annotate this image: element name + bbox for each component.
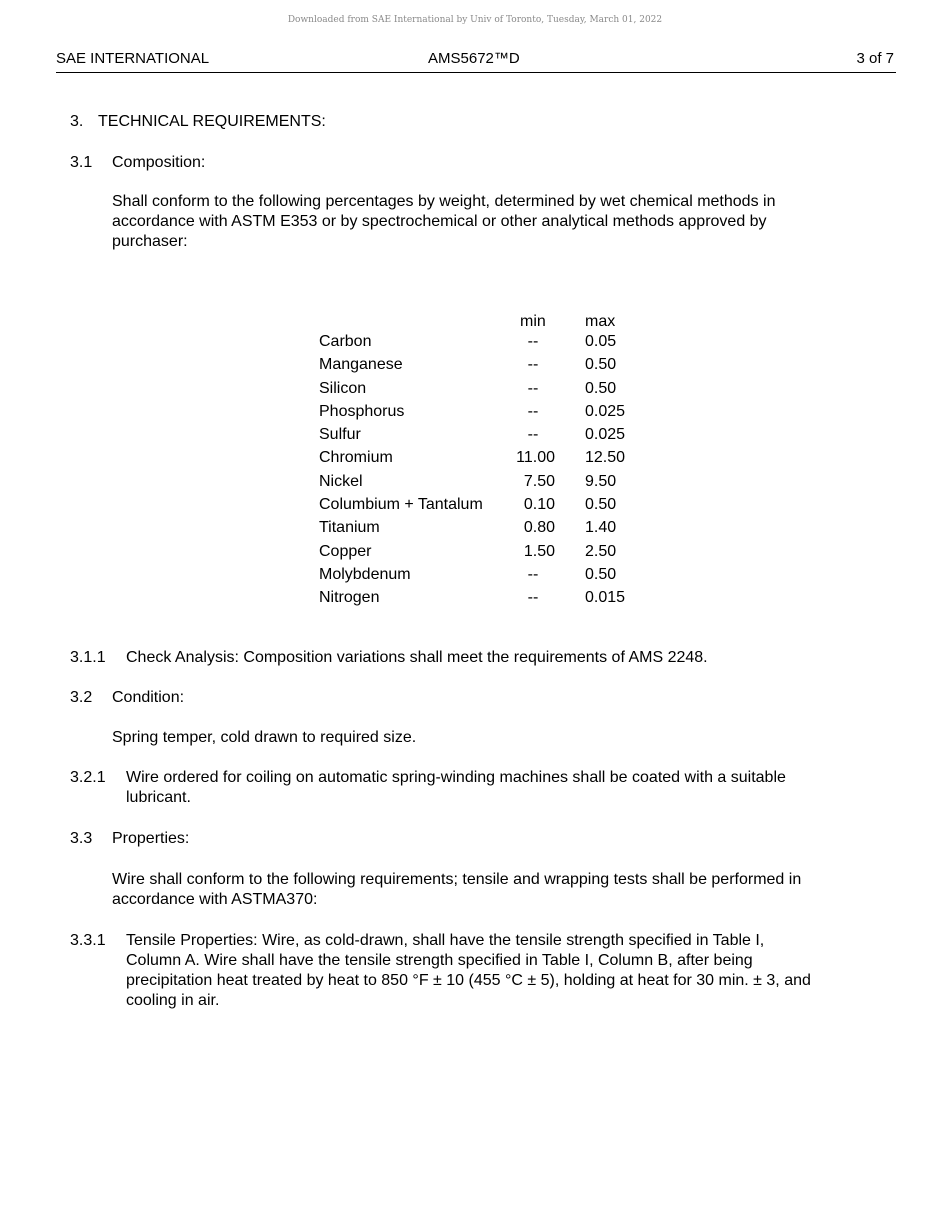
section-3-3-1-number: 3.3.1 [70, 932, 106, 949]
element-name: Carbon [319, 333, 372, 350]
section-3-1-number: 3.1 [70, 154, 93, 171]
element-min-value: -- [527, 589, 539, 607]
element-max-value: 0.05 [585, 333, 617, 350]
section-3-2-1-line: lubricant. [126, 789, 191, 806]
section-3-1-body-line: purchaser: [112, 233, 188, 250]
header-org: SAE INTERNATIONAL [56, 50, 210, 67]
element-min-value: 11.00 [516, 449, 555, 467]
element-min-value: -- [527, 565, 539, 583]
element-max-value: 0.50 [585, 356, 617, 374]
section-3-3-line: accordance with ASTMA370: [112, 891, 318, 908]
element-min-value: 0.10 [523, 496, 555, 514]
element-name: Columbium + Tantalum [319, 496, 483, 514]
element-name: Phosphorus [319, 402, 405, 420]
section-3-1-body [112, 192, 892, 252]
element-min-value: -- [527, 426, 539, 444]
element-name: Silicon [319, 379, 367, 397]
page-header [56, 50, 896, 73]
element-min-value: -- [527, 356, 539, 374]
element-name: Molybdenum [319, 565, 411, 583]
section-3-3-body [112, 870, 902, 910]
download-watermark: Downloaded from SAE International by Univ of Toronto, Tuesday, March 01, 2022 [287, 15, 663, 25]
header-page-number: 3 of 7 [856, 50, 894, 67]
element-min-value: -- [527, 379, 539, 397]
element-min-value: -- [527, 402, 539, 420]
element-max-value: 0.50 [585, 379, 617, 397]
section-3-3-title: Properties: [112, 830, 190, 847]
element-max-value: 1.40 [585, 519, 617, 537]
element-max-value: 0.025 [585, 402, 626, 420]
element-name: Nitrogen [319, 589, 380, 607]
element-max-value: 0.50 [585, 565, 617, 583]
element-name: Manganese [319, 356, 403, 374]
element-name: Copper [319, 542, 372, 560]
section-3-2-body: Spring temper, cold drawn to required size. [112, 729, 417, 746]
section-3-3-number: 3.3 [70, 830, 93, 847]
section-3-3-1-line: Column A. Wire shall have the tensile strength specified in Table I, Column B, after being [126, 952, 753, 969]
section-3-2-1-text [126, 768, 896, 808]
section-3-1-body-line: accordance with ASTM E353 or by spectrochemical or other analytical methods approved by [112, 213, 767, 230]
element-max-value: 0.015 [585, 589, 626, 607]
element-name: Sulfur [319, 426, 361, 444]
section-3-3-1-text [126, 931, 916, 1011]
section-3-3-1-line: precipitation heat treated by heat to 850 °F ± 10 (455 °C ± 5), holding at heat for 30 min. ± 3, and [126, 972, 811, 989]
section-3-number: 3. [70, 113, 84, 130]
section-3-2-title: Condition: [112, 689, 185, 706]
element-min-value: -- [527, 333, 539, 350]
element-name: Titanium [319, 519, 380, 537]
section-3-title: TECHNICAL REQUIREMENTS: [98, 113, 326, 130]
section-3-2-number: 3.2 [70, 689, 93, 706]
element-max-value: 0.025 [585, 426, 626, 444]
element-max-value: 12.50 [585, 449, 626, 467]
element-max-value: 0.50 [585, 496, 617, 514]
header-doc-id: AMS5672™D [428, 50, 520, 67]
section-3-2-1-number: 3.2.1 [70, 769, 106, 786]
column-header-max: max [585, 313, 616, 330]
section-3-3-1-line: Tensile Properties: Wire, as cold-drawn, shall have the tensile strength specified in Table I, [126, 932, 765, 949]
section-3-1-1-text: Check Analysis: Composition variations shall meet the requirements of AMS 2248. [126, 649, 708, 666]
column-header-min: min [520, 313, 546, 330]
element-max-value: 2.50 [585, 542, 617, 560]
section-3-1-1-number: 3.1.1 [70, 649, 106, 666]
section-3-1-title: Composition: [112, 154, 206, 171]
section-3-2-1-line: Wire ordered for coiling on automatic spring-winding machines shall be coated with a suitable [126, 769, 786, 786]
element-max-value: 9.50 [585, 472, 617, 490]
element-min-value: 0.80 [523, 519, 555, 537]
element-min-value: 1.50 [523, 542, 555, 560]
section-3-3-1-line: cooling in air. [126, 992, 220, 1009]
element-name: Nickel [319, 472, 363, 490]
element-min-value: 7.50 [523, 472, 555, 490]
section-3-3-line: Wire shall conform to the following requirements; tensile and wrapping tests shall be performed in [112, 871, 802, 888]
section-3-1-body-line: Shall conform to the following percentages by weight, determined by wet chemical methods in [112, 193, 776, 210]
element-name: Chromium [319, 449, 393, 467]
